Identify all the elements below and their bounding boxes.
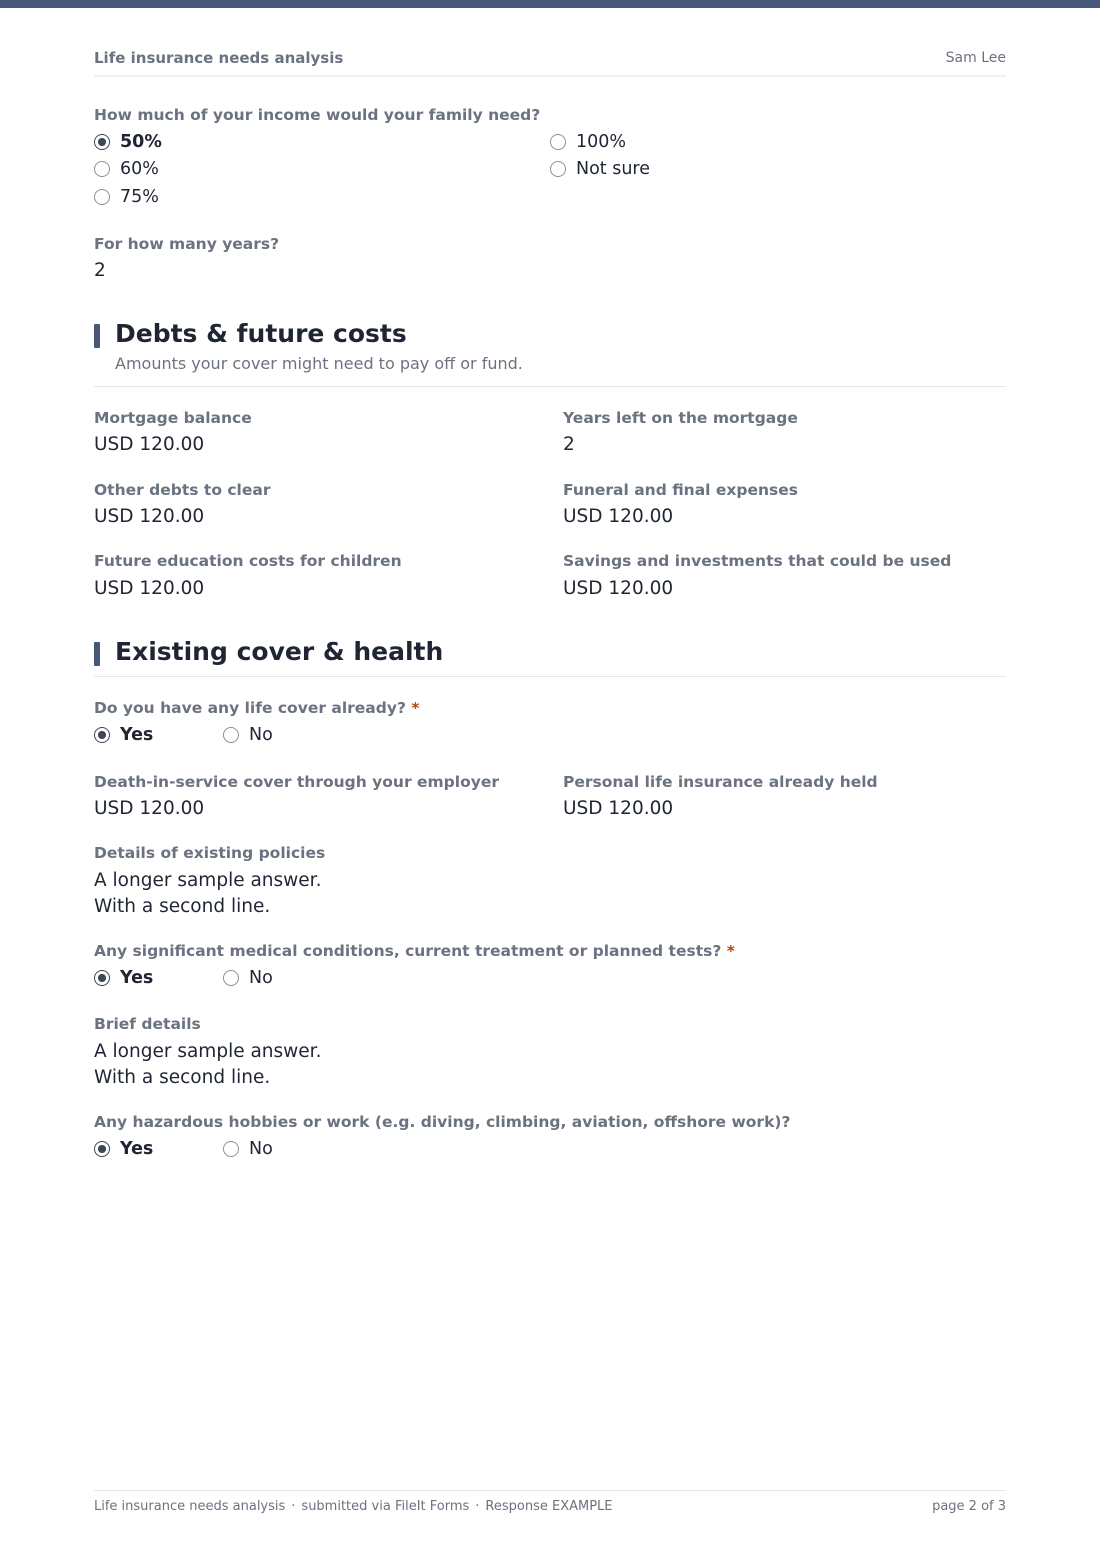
funeral-expenses-value: USD 120.00: [563, 506, 674, 527]
hazardous-option-yes[interactable]: [94, 1138, 153, 1160]
years-answer: 2: [94, 260, 106, 281]
answer-line: With a second line.: [94, 1067, 271, 1088]
option-label: 60%: [120, 159, 159, 179]
mortgage-balance-label: Mortgage balance: [94, 409, 252, 427]
education-costs-value: USD 120.00: [94, 578, 205, 599]
answer-line: A longer sample answer.: [94, 1041, 322, 1062]
respondent-name: Sam Lee: [945, 50, 1006, 66]
radio-unchecked-icon: [94, 161, 110, 177]
required-marker: *: [726, 942, 735, 960]
footer-separator: ·: [291, 1499, 296, 1514]
income-option-not-sure[interactable]: [550, 158, 650, 180]
income-need-question: How much of your income would your family need?: [94, 106, 541, 124]
radio-unchecked-icon: [223, 1141, 239, 1157]
required-marker: *: [411, 699, 420, 717]
years-question: For how many years?: [94, 235, 280, 253]
personal-insurance-value: USD 120.00: [563, 798, 674, 819]
option-label: Yes: [120, 1139, 154, 1159]
section-title: Existing cover & health: [115, 637, 444, 666]
footer-info: [94, 1499, 613, 1514]
section-accent-bar: [94, 642, 100, 666]
radio-unchecked-icon: [94, 189, 110, 205]
medical-option-no[interactable]: [223, 967, 273, 989]
answer-line: With a second line.: [94, 896, 271, 917]
radio-unchecked-icon: [223, 970, 239, 986]
option-label: No: [249, 1139, 273, 1159]
brief-details-label: Brief details: [94, 1015, 201, 1033]
radio-checked-icon: [94, 1141, 110, 1157]
radio-checked-icon: [94, 727, 110, 743]
option-label: 75%: [120, 187, 159, 207]
death-in-service-value: USD 120.00: [94, 798, 205, 819]
option-label: Yes: [120, 725, 154, 745]
other-debts-value: USD 120.00: [94, 506, 205, 527]
mortgage-years-value: 2: [563, 434, 575, 455]
page-number: page 2 of 3: [932, 1499, 1006, 1514]
medical-option-yes[interactable]: [94, 967, 153, 989]
mortgage-balance-value: USD 120.00: [94, 434, 205, 455]
existing-cover-option-yes[interactable]: [94, 724, 153, 746]
option-label: No: [249, 725, 273, 745]
top-accent-bar: [0, 0, 1100, 8]
existing-cover-question: Do you have any life cover already? *: [94, 699, 420, 717]
policy-details-answer: [94, 868, 321, 920]
existing-cover-option-no[interactable]: [223, 724, 273, 746]
funeral-expenses-label: Funeral and final expenses: [563, 481, 799, 499]
radio-checked-icon: [94, 970, 110, 986]
answer-line: A longer sample answer.: [94, 870, 322, 891]
radio-unchecked-icon: [223, 727, 239, 743]
section-accent-bar: [94, 324, 100, 348]
section-description: Amounts your cover might need to pay off or fund.: [115, 354, 523, 373]
mortgage-years-label: Years left on the mortgage: [563, 409, 798, 427]
hazardous-option-no[interactable]: [223, 1138, 273, 1160]
option-label: 100%: [576, 132, 627, 152]
footer-separator: ·: [475, 1499, 480, 1514]
income-option-100[interactable]: [550, 131, 626, 153]
brief-details-answer: [94, 1039, 321, 1091]
section-title: Debts & future costs: [115, 319, 407, 348]
footer-submitted-via: submitted via FileIt Forms: [301, 1499, 470, 1514]
radio-unchecked-icon: [550, 161, 566, 177]
section-existing-cover: [94, 637, 1006, 677]
education-costs-label: Future education costs for children: [94, 552, 402, 570]
page-header: [94, 48, 1006, 77]
savings-label: Savings and investments that could be used: [563, 552, 952, 570]
option-label: No: [249, 968, 273, 988]
policy-details-label: Details of existing policies: [94, 844, 326, 862]
radio-unchecked-icon: [550, 134, 566, 150]
income-option-60[interactable]: [94, 158, 159, 180]
page-footer: [94, 1490, 1006, 1520]
savings-value: USD 120.00: [563, 578, 674, 599]
other-debts-label: Other debts to clear: [94, 481, 271, 499]
medical-question: Any significant medical conditions, current treatment or planned tests? *: [94, 942, 735, 960]
footer-response: Response EXAMPLE: [485, 1499, 613, 1514]
option-label: 50%: [120, 132, 162, 152]
radio-checked-icon: [94, 134, 110, 150]
footer-form-title: Life insurance needs analysis: [94, 1499, 286, 1514]
personal-insurance-label: Personal life insurance already held: [563, 773, 878, 791]
option-label: Yes: [120, 968, 154, 988]
income-option-50[interactable]: [94, 131, 162, 153]
section-debts: [94, 319, 1006, 387]
option-label: Not sure: [576, 159, 651, 179]
income-option-75[interactable]: [94, 186, 159, 208]
hazardous-question: Any hazardous hobbies or work (e.g. diving, climbing, aviation, offshore work)?: [94, 1113, 791, 1131]
death-in-service-label: Death-in-service cover through your employer: [94, 773, 499, 791]
form-title: Life insurance needs analysis: [94, 49, 344, 67]
